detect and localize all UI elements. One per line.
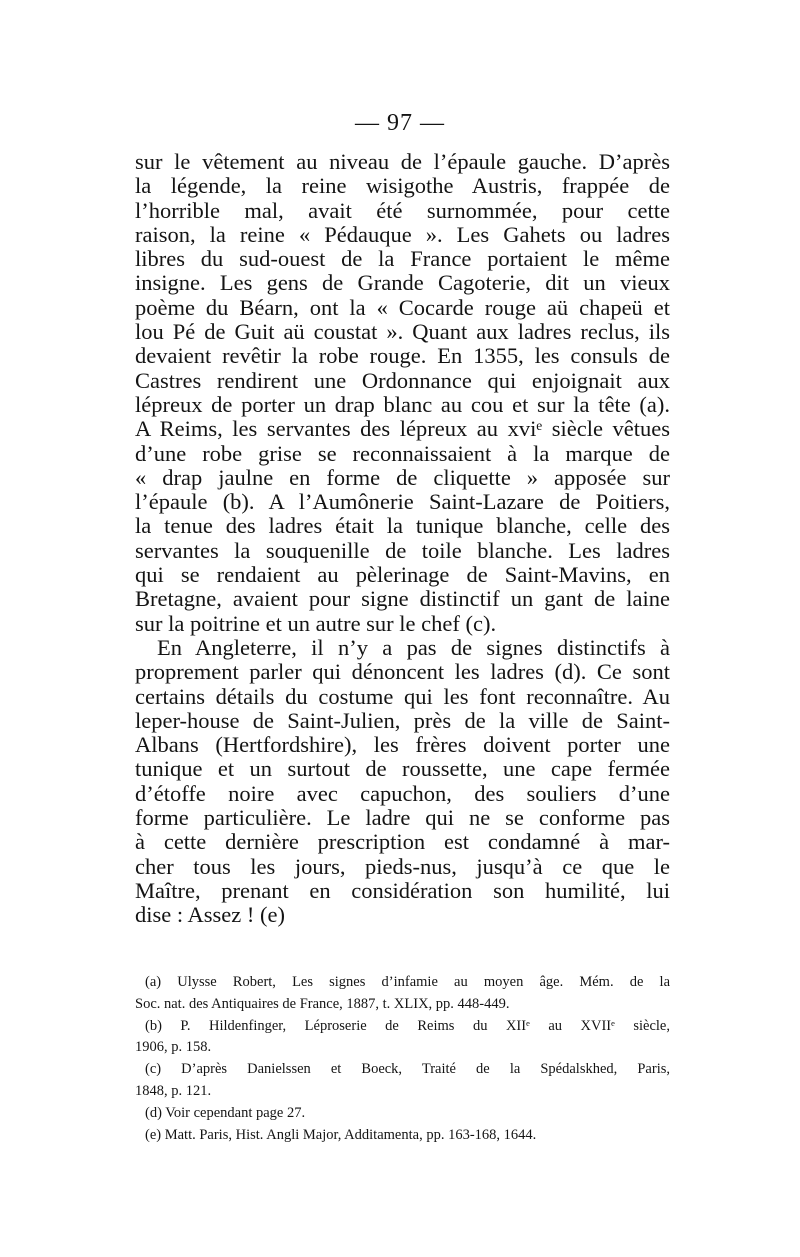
paragraph-end-line: sur la poitrine et un autre sur le chef (c). (135, 610, 497, 636)
text-line: Bretagne, avaient pour signe distinctif un gant de laine (135, 586, 670, 612)
footnote-d: (d) Voir cependant page 27. (145, 1104, 306, 1121)
text-line: sur le vêtement au niveau de l’épaule gauche. D’après (135, 149, 670, 174)
footnote-b-continued: 1906, p. 158. (135, 1039, 212, 1056)
text-line: d’une robe grise se reconnaissaient à la marque de (135, 440, 670, 466)
text-line: l’horrible mal, avait été surnommée, pour cette (135, 197, 670, 223)
text-line: tunique et un surtout de roussette, une cape fermée (135, 756, 670, 782)
footnote-c-continued: 1848, p. 121. (135, 1082, 212, 1099)
text-line: leper-house de Saint-Julien, près de la ville de Saint- (135, 707, 670, 733)
text-line: à cette dernière prescription est condamné à mar- (135, 829, 670, 855)
text-line: lou Pé de Guit aü coustat ». Quant aux ladres reclus, ils (135, 319, 670, 345)
text-line: l’épaule (b). A l’Aumônerie Saint-Lazare de Poitiers, (135, 489, 670, 515)
text-line: Maître, prenant en considération son humilité, lui (135, 877, 670, 903)
text-line: raison, la reine « Pédauque ». Les Gahets ou ladres (135, 221, 670, 247)
text-line: Castres rendirent une Ordonnance qui enjoignait aux (135, 367, 670, 393)
footnote-a: (a) Ulysse Robert, Les signes d’infamie au moyen âge. Mém. de la (145, 974, 670, 990)
text-line: la légende, la reine wisigothe Austris, frappée de (135, 173, 670, 199)
text-line: d’étoffe noire avec capuchon, des souliers d’une (135, 780, 670, 806)
paragraph-end-line: dise : Assez ! (e) (135, 902, 285, 928)
paragraph-start-line: En Angleterre, il n’y a pas de signes distinctifs à (157, 634, 670, 660)
footnote-c: (c) D’après Danielssen et Boeck, Traité de la Spédalskhed, Paris, (145, 1061, 670, 1078)
text-line: Albans (Hertfordshire), les frères doivent porter une (135, 732, 670, 758)
text-line: A Reims, les servantes des lépreux au xviᵉ siècle vêtues (135, 416, 670, 442)
text-line: qui se rendaient au pèlerinage de Saint-Mavins, en (135, 562, 670, 588)
footnotes (135, 972, 670, 1146)
text-line: insigne. Les gens de Grande Cagoterie, dit un vieux (135, 270, 670, 296)
body-text (135, 150, 670, 928)
text-line: lépreux de porter un drap blanc au cou et sur la tête (a). (135, 391, 670, 417)
text-line: proprement parler qui dénoncent les ladres (d). Ce sont (135, 659, 670, 685)
text-line: la tenue des ladres était la tunique blanche, celle des (135, 513, 670, 539)
footnote-b: (b) P. Hildenfinger, Léproserie de Reims du XIIᵉ au XVIIᵉ siècle, (145, 1017, 670, 1034)
footnote-e: (e) Matt. Paris, Hist. Angli Major, Additamenta, pp. 163-168, 1644. (145, 1126, 537, 1143)
text-line: « drap jaulne en forme de cliquette » apposée sur (135, 464, 670, 490)
text-line: servantes la souquenille de toile blanche. Les ladres (135, 537, 670, 563)
page-number: — 97 — (355, 110, 445, 136)
text-line: libres du sud-ouest de la France portaient le même (135, 246, 670, 272)
text-line: poème du Béarn, ont la « Cocarde rouge aü chapeü et (135, 294, 670, 320)
text-line: cher tous les jours, pieds-nus, jusqu’à ce que le (135, 853, 670, 879)
text-line: forme particulière. Le ladre qui ne se conforme pas (135, 805, 670, 831)
text-line: certains détails du costume qui les font reconnaître. Au (135, 683, 670, 709)
footnote-a-continued: Soc. nat. des Antiquaires de France, 1887, t. XLIX, pp. 448-449. (135, 995, 510, 1012)
text-line: devaient revêtir la robe rouge. En 1355, les consuls de (135, 343, 670, 369)
